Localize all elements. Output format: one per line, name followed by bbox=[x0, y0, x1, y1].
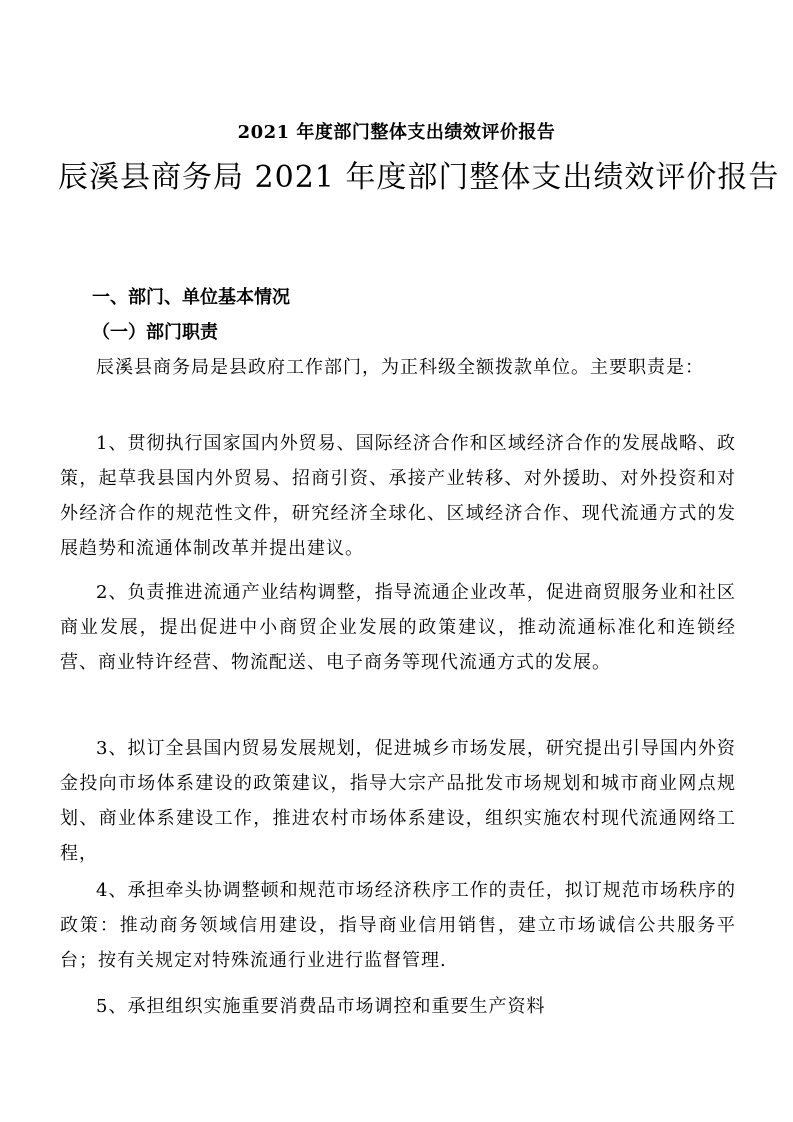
duty-paragraph: 1、贯彻执行国家国内外贸易、国际经济合作和区域经济合作的发展战略、政策，起草我县国内外贸易、招商引资、承接产业转移、对外援助、对外投资和对外经济合作的规范性文件，研究经济全球化、区域经济合作、现代流通方式的发展趋势和流通体制改革并提出建议。 bbox=[60, 433, 736, 559]
duty-paragraph: 4、承担牵头协调整顿和规范市场经济秩序工作的责任，拟订规范市场秩序的政策：推动商务领域信用建设，指导商业信用销售，建立市场诚信公共服务平台；按有关规定对特殊流通行业进行监督管理. bbox=[60, 880, 736, 971]
main-title: 辰溪县商务局 2021 年度部门整体支出绩效评价报告 bbox=[58, 160, 780, 195]
running-title: 2021 年度部门整体支出绩效评价报告 bbox=[237, 122, 556, 143]
section-heading: 一、部门、单位基本情况 bbox=[92, 287, 290, 308]
duty-paragraph: 3、拟订全县国内贸易发展规划，促进城乡市场发展，研究提出引导国内外资金投向市场体系建设的政策建议，指导大宗产品批发市场规划和城市商业网点规划、商业体系建设工作，推进农村市场体系建设，组织实施农村现代流通网络工程， bbox=[60, 738, 736, 864]
intro-paragraph: 辰溪县商务局是县政府工作部门，为正科级全额拨款单位。主要职责是： bbox=[96, 357, 704, 378]
subsection-heading: （一）部门职责 bbox=[92, 322, 218, 343]
duty-paragraph: 5、承担组织实施重要消费品市场调控和重要生产资料 bbox=[96, 996, 546, 1017]
duty-paragraph: 2、负责推进流通产业结构调整，指导流通企业改革，促进商贸服务业和社区商业发展，提出促进中小商贸企业发展的政策建议，推动流通标准化和连锁经营、商业特许经营、物流配送、电子商务等现代流通方式的发展。 bbox=[60, 582, 736, 673]
